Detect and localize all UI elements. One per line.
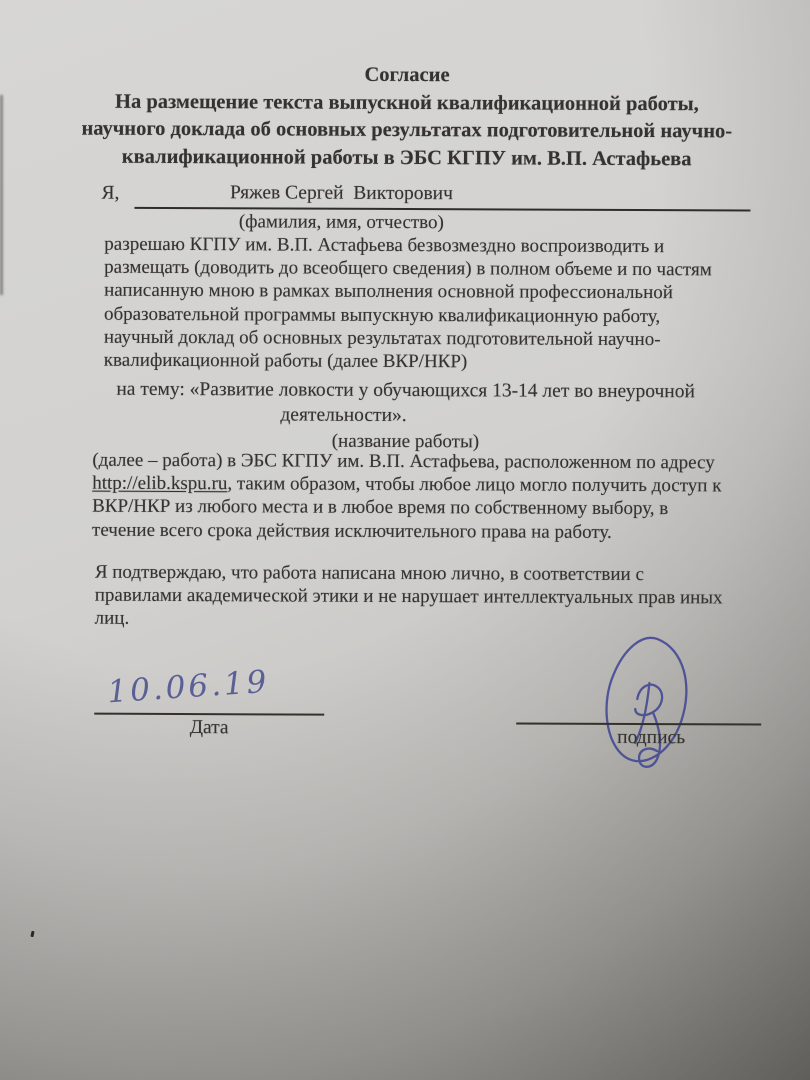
declarant-full-name: Ряжев Сергей Викторович (230, 182, 453, 205)
access-line-2-rest: , таким образом, чтобы любое лицо могло получить доступ к (227, 473, 722, 497)
access-line-2 (92, 472, 721, 498)
handwritten-date: 10.06.19 (106, 663, 271, 711)
title-line-4: квалификационной работы в ЭБС КГПУ им. В.П. Астафьева (121, 145, 692, 170)
title-heading: Согласие (364, 63, 450, 87)
name-underline-rule (134, 185, 750, 212)
elib-url-text: http://elib.kspu.ru (92, 472, 228, 495)
access-line-3: ВКР/НКР из любого места и в любое время по собственному выбору, в (92, 496, 669, 520)
title-line-2: На размещение текста выпускной квалификационной работы, (114, 90, 699, 115)
access-paragraph (92, 449, 722, 545)
permission-line: написанную мною в рамках выполнения основной профессиональной (104, 280, 674, 304)
permission-line: образовательной программы выпускную квалификационную работу, (103, 303, 661, 327)
access-line-4: течение всего срока действия исключительного права на работу. (91, 519, 612, 543)
confirmation-line: Я подтверждаю, что работа написана мною лично, в соответствии с (94, 561, 644, 586)
confirmation-paragraph (95, 561, 723, 633)
topic-line-1: на тему: «Развитие ловкости у обучающихся 13-14 лет во внеурочной (116, 378, 695, 403)
topic-block (0, 376, 810, 456)
signature-field-label: подпись (617, 726, 686, 749)
topic-caption: (название работы) (331, 430, 480, 453)
confirmation-line: лиц. (94, 608, 130, 630)
paper-edge-shadow (0, 95, 3, 295)
access-line-1: (далее – работа) в ЭБС КГПУ им. В.П. Астафьева, расположенном по адресу (92, 449, 715, 474)
declarant-pronoun: Я, (101, 182, 120, 204)
permission-line: квалификационной работы (далее ВКР/НКР) (103, 349, 468, 373)
confirmation-line: правилами академической этики и не нарушает интеллектуальных прав иных (94, 584, 723, 609)
name-field-caption: (фамилия, имя, отчество) (238, 211, 444, 234)
date-underline-rule (94, 691, 324, 716)
document-title (42, 60, 772, 173)
permission-paragraph (104, 233, 712, 375)
permission-line: научный доклад об основных результатах подготовительной научно- (103, 326, 661, 350)
date-field-label: Дата (189, 717, 229, 739)
title-line-3: научного доклада об основных результатах подготовительной научно- (81, 117, 733, 143)
permission-line: разрешаю КГПУ им. В.П. Астафьева безвозмездно воспроизводить и (104, 233, 665, 258)
topic-line-2: деятельности». (280, 404, 407, 427)
signature-underline-rule (516, 700, 761, 725)
permission-line: размещать (доводить до всеобщего сведения) в полном объеме и по частям (104, 256, 712, 281)
